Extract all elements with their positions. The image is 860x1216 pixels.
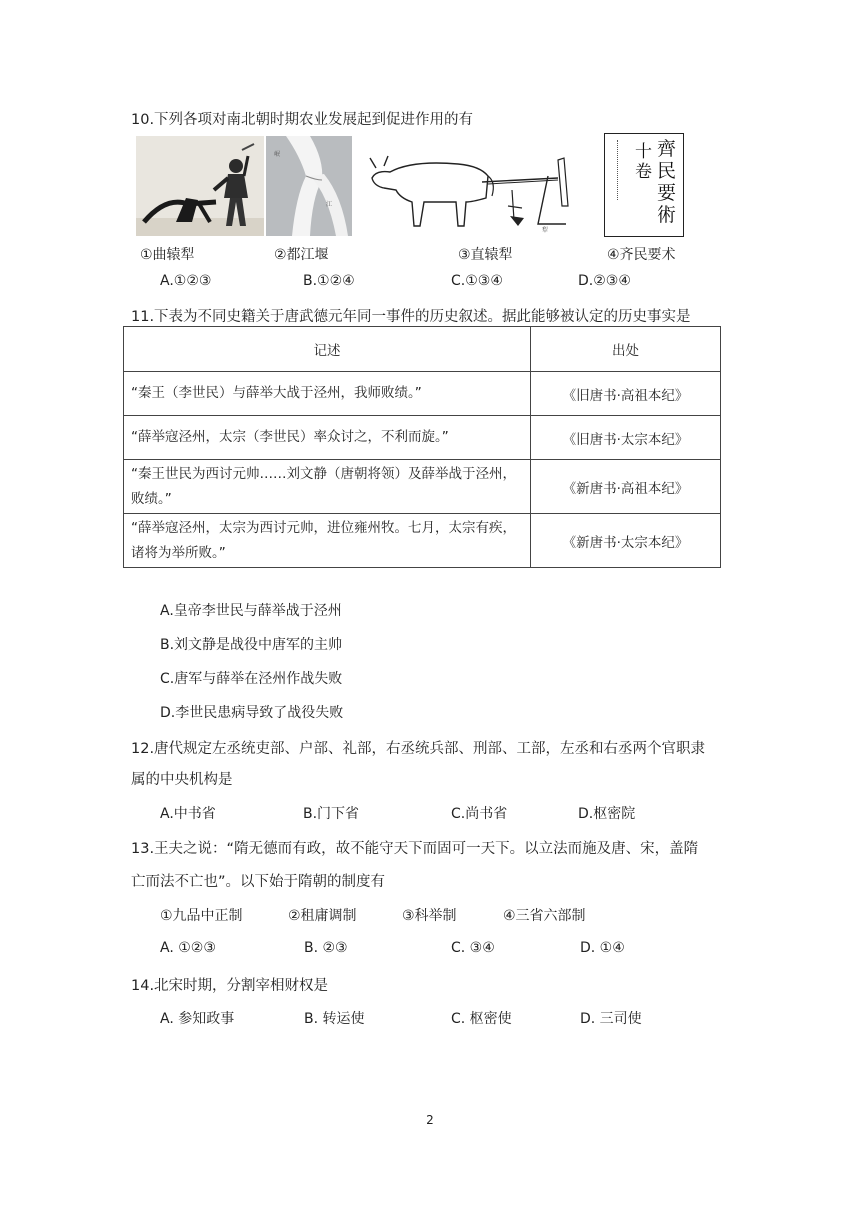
- q12-option-a[interactable]: A.中书省: [160, 806, 216, 822]
- table-row: [124, 514, 721, 568]
- caption-4: ④齐民要术: [607, 247, 676, 263]
- question-10-stem: 10.下列各项对南北朝时期农业发展起到促进作用的有: [131, 112, 474, 128]
- question-13-stem-line1: 13.王夫之说：“隋无德而有政，故不能守天下而固可一天下。以立法而施及唐、宋，盖隋: [131, 841, 699, 857]
- caption-1: ①曲辕犁: [140, 247, 195, 263]
- q11-option-a[interactable]: A.皇帝李世民与薛举战于泾州: [160, 603, 342, 619]
- q11-option-c[interactable]: C.唐军与薛举在泾州作战失败: [160, 671, 343, 687]
- q14-option-a[interactable]: A. 参知政事: [160, 1011, 235, 1027]
- q10-option-a[interactable]: A.①②③: [160, 273, 212, 289]
- q14-option-b[interactable]: B. 转运使: [304, 1011, 365, 1027]
- question-14-stem: 14.北宋时期，分割宰相财权是: [131, 978, 329, 994]
- record-source: 《新唐书·高祖本纪》: [531, 460, 721, 514]
- q13-item-2: ②租庸调制: [288, 908, 357, 924]
- book-title: 齊民要術: [657, 138, 677, 226]
- q11-option-d[interactable]: D.李世民患病导致了战役失败: [160, 705, 344, 721]
- record-text: “秦王世民为西讨元帅……刘文静（唐朝将领）及薛举战于泾州，败绩。”: [124, 460, 531, 514]
- history-records-table: [123, 326, 721, 568]
- curved-plough-image: [136, 136, 264, 236]
- header-source: 出处: [531, 327, 721, 372]
- q10-option-d[interactable]: D.②③④: [578, 273, 631, 289]
- question-13-stem-line2: 亡而法不亡也”。以下始于隋朝的制度有: [131, 874, 386, 890]
- table-row: [124, 372, 721, 416]
- dujiangyan-map-image: [266, 136, 352, 236]
- q14-option-d[interactable]: D. 三司使: [580, 1011, 642, 1027]
- svg-text:犁: 犁: [542, 227, 549, 234]
- question-11-stem: 11.下表为不同史籍关于唐武德元年同一事件的历史叙述。据此能够被认定的历史事实是: [131, 309, 691, 325]
- q13-option-c[interactable]: C. ③④: [451, 940, 495, 956]
- table-header-row: [124, 327, 721, 372]
- record-text: “薛举寇泾州，太宗（李世民）率众讨之，不利而旋。”: [124, 416, 531, 460]
- record-source: 《旧唐书·高祖本纪》: [531, 372, 721, 416]
- q10-option-b[interactable]: B.①②④: [303, 273, 355, 289]
- q13-item-1: ①九品中正制: [160, 908, 243, 924]
- table-row: [124, 460, 721, 514]
- q13-item-4: ④三省六部制: [503, 908, 586, 924]
- q10-option-c[interactable]: C.①③④: [451, 273, 503, 289]
- q12-option-d[interactable]: D.枢密院: [578, 806, 636, 822]
- svg-text:岷: 岷: [274, 151, 281, 158]
- book-volume: 十卷: [635, 142, 652, 182]
- q14-option-c[interactable]: C. 枢密使: [451, 1011, 512, 1027]
- q13-item-3: ③科举制: [402, 908, 457, 924]
- qimin-yaoshu-book-image: [604, 133, 684, 237]
- caption-2: ②都江堰: [274, 247, 329, 263]
- book-small-text: [617, 140, 624, 200]
- caption-3: ③直辕犁: [458, 247, 513, 263]
- record-source: 《旧唐书·太宗本纪》: [531, 416, 721, 460]
- header-record: 记述: [124, 327, 531, 372]
- q12-option-c[interactable]: C.尚书省: [451, 806, 508, 822]
- q13-option-b[interactable]: B. ②③: [304, 940, 348, 956]
- q12-option-b[interactable]: B.门下省: [303, 806, 360, 822]
- question-12-stem-line1: 12.唐代规定左丞统吏部、户部、礼部，右丞统兵部、刑部、工部，左丞和右丞两个官职隶: [131, 741, 706, 757]
- table-row: [124, 416, 721, 460]
- straight-plough-image: [362, 146, 582, 236]
- page-number: 2: [426, 1113, 434, 1127]
- record-source: 《新唐书·太宗本纪》: [531, 514, 721, 568]
- svg-text:江: 江: [326, 201, 333, 208]
- q13-option-d[interactable]: D. ①④: [580, 940, 625, 956]
- question-12-stem-line2: 属的中央机构是: [131, 772, 233, 788]
- q11-option-b[interactable]: B.刘文静是战役中唐军的主帅: [160, 637, 343, 653]
- record-text: “秦王（李世民）与薛举大战于泾州，我师败绩。”: [124, 372, 531, 416]
- record-text: “薛举寇泾州，太宗为西讨元帅，进位雍州牧。七月，太宗有疾，诸将为举所败。”: [124, 514, 531, 568]
- q13-option-a[interactable]: A. ①②③: [160, 940, 216, 956]
